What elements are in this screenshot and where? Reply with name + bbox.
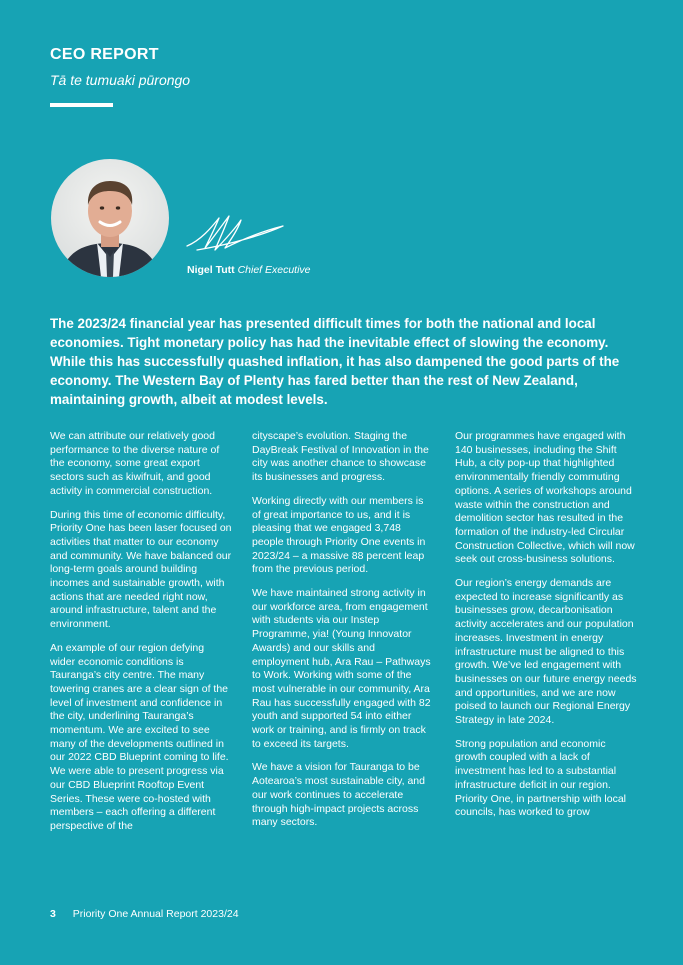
signature-byline xyxy=(187,264,311,276)
ceo-signature xyxy=(183,210,288,260)
page-footer xyxy=(50,908,239,920)
page-subtitle: Tā te tumuaki pūrongo xyxy=(50,72,191,88)
body-paragraph: Strong population and economic growth coupled with a lack of investment has led to a substantial infrastructure deficit in our region. Priority One, in partnership with local councils, has worked to grow xyxy=(455,737,626,819)
body-paragraph: An example of our region defying wider economic conditions is Tauranga’s city centre. The many towering cranes are a clear sign of the level of investment and confidence in the city, underlining Tauranga’s momentum. We are excited to see many of the developments outlined in our 2022 CBD Blueprint coming to life. We were able to present progress via our CBD Blueprint Rooftop Event Series. These were co-hosted with members – each offering a different perspective of the xyxy=(50,641,229,832)
text-column-2 xyxy=(252,430,434,840)
body-paragraph: cityscape’s evolution. Staging the DayBreak Festival of Innovation in the city was another chance to showcase its businesses and progress. xyxy=(252,430,429,484)
page-title: CEO REPORT xyxy=(50,46,159,63)
body-paragraph: Our programmes have engaged with 140 businesses, including the Shift Hub, a city pop-up that highlighted environmentally friendly commuting options. A series of workshops around waste within the construction and demolition sector has resulted in the formation of the industry-led Circular Construction Collective, which will now seek out cross-business solutions. xyxy=(455,430,635,566)
title-underline xyxy=(50,103,113,107)
body-paragraph: Working directly with our members is of great importance to us, and it is pleasing that we engaged 3,748 people through Priority One events in 2023/24 – a massive 88 percent leap from the previous period. xyxy=(252,494,426,576)
page-number: 3 xyxy=(50,908,56,920)
body-paragraph: We have a vision for Tauranga to be Aotearoa’s most sustainable city, and our work continues to accelerate through high-impact projects across many sectors. xyxy=(252,761,425,829)
text-column-1 xyxy=(50,430,232,844)
body-paragraph: Our region’s energy demands are expected to increase significantly as businesses grow, decarbonisation activity accelerates and our population increases. Investment in energy infrastructure must be aligned to this growth. We’ve led engagement with businesses on our future energy needs and opportunities, and we are now poised to launch our Regional Energy Strategy in late 2024. xyxy=(455,577,637,727)
body-paragraph: We can attribute our relatively good performance to the diverse nature of the economy, some great export sectors such as kiwifruit, and good activity in commercial construction. xyxy=(50,430,220,497)
body-paragraph: During this time of economic difficulty, Priority One has been laser focused on activities that matter to our economy and community. We have balanced our long-term goals around building incomes and sustainable growth, with actions that are needed right now, around infrastructure, talent and the environment. xyxy=(50,508,232,631)
ceo-portrait xyxy=(51,159,169,277)
intro-paragraph: The 2023/24 financial year has presented difficult times for both the national and local economies. Tight monetary policy has had the inevitable effect of slowing the economy. While this has successfully quashed inflation, it has also dampened the good parts of the economy. The Western Bay of Plenty has fared better than the rest of New Zealand, maintaining growth, albeit at modest levels. xyxy=(50,316,620,407)
ceo-role: Chief Executive xyxy=(237,264,311,276)
body-paragraph: We have maintained strong activity in our workforce area, from engagement with students via our Instep Programme, yia! (Young Innovator Awards) and our skills and employment hub, Ara Rau – Pathways to Work. Working with some of the most vulnerable in our community, Ara Rau has successfully engaged with 82 youth and supported 54 into either work or training, and is firmly on track to exceed its targets. xyxy=(252,587,431,750)
ceo-name: Nigel Tutt xyxy=(187,264,235,276)
publication-title: Priority One Annual Report 2023/24 xyxy=(72,908,239,920)
text-column-3 xyxy=(455,430,637,830)
